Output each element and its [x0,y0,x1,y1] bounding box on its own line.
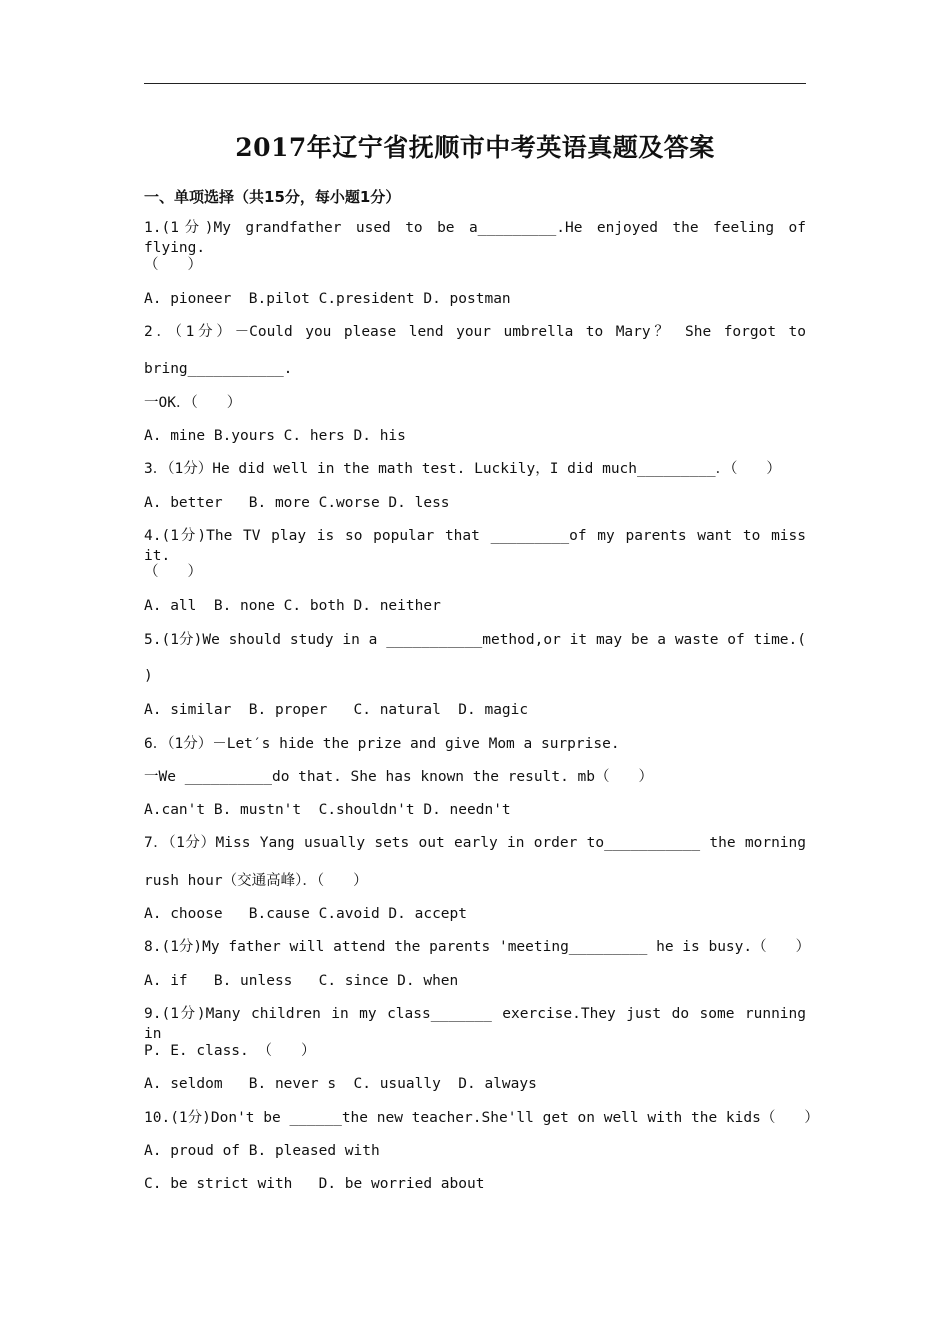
question-line: rush hour（交通高峰）．（ ） [144,873,368,889]
question-line: （ ） [144,257,202,273]
question-line: （ ） [144,564,202,580]
question-line: 8.(1分)My father will attend the parents 'meeting_________ he is busy.（ ） [144,939,811,955]
question-line: 3．（1分）He did well in the math test. Luckily，I did much_________．（ ） [144,461,781,477]
page-title: 2017年辽宁省抚顺市中考英语真题及答案 [235,133,715,162]
options-line: A. proud of B. pleased with [144,1143,380,1159]
options-line: A. mine B.yours C. hers D. his [144,428,406,444]
question-line: 9.(1分)Many children in my class_______ exercise.They just do some running in [144,1006,806,1042]
options-line: A. all B. none C. both D. neither [144,598,441,614]
options-line: C. be strict with D. be worried about [144,1176,485,1192]
options-line: A. choose B.cause C.avoid D. accept [144,906,468,922]
header-rule [144,83,806,84]
question-line: 1.(1分)My grandfather used to be a_________.He enjoyed the feeling of flying. [144,220,806,256]
question-line: 6．（1分）－Let′s hide the prize and give Mom a surprise. [144,736,620,752]
options-line: A. similar B. proper C. natural D. magic [144,702,529,718]
question-line: ) [144,668,153,684]
section-heading: 一、单项选择（共15分，每小题1分） [144,188,401,206]
question-line: 5.(1分)We should study in a ___________method,or it may be a waste of time.( [144,632,806,648]
question-line: 一OK．（ ） [144,395,242,411]
options-line: A. better B. more C.worse D. less [144,495,450,511]
question-line: 4.(1分)The TV play is so popular that _________of my parents want to miss it. [144,528,806,564]
options-line: A. if B. unless C. since D. when [144,973,459,989]
question-line: 2．（1分）－Could you please lend your umbrella to Mary？ She forgot to [144,324,806,340]
question-line: P. E. class. （ ） [144,1043,316,1059]
options-line: A.can't B. mustn't C.shouldn't D. needn't [144,802,511,818]
question-line: 一We __________do that. She has known the result. mb（ ） [144,769,653,785]
options-line: A. pioneer B.pilot C.president D. postman [144,291,511,307]
options-line: A. seldom B. never s C. usually D. always [144,1076,537,1092]
question-line: 10.(1分)Don't be ______the new teacher.She'll get on well with the kids（ ） [144,1110,819,1126]
question-line: bring___________. [144,361,293,377]
question-line: 7．（1分）Miss Yang usually sets out early in order to___________ the morning [144,835,806,851]
